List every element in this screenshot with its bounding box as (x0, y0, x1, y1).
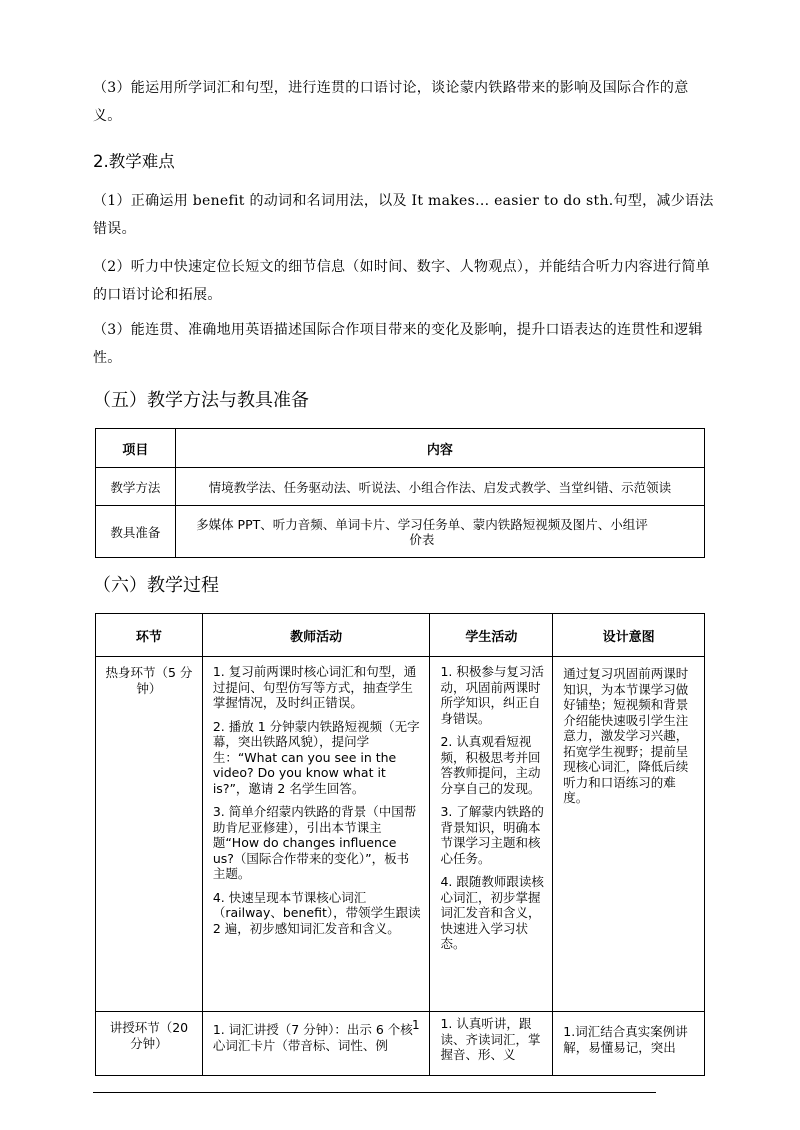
list-item: 4. 快速呈现本节课核心词汇（railway、benefit），带领学生跟读 2 遍，初步感知词汇发音和含义。 (212, 889, 421, 936)
header-student: 学生活动 (430, 614, 553, 657)
table-row (96, 1012, 705, 1076)
page-number: 1 (412, 1018, 420, 1032)
process-table-header (96, 614, 705, 657)
difficulty-heading: 2.教学难点 (93, 152, 175, 171)
row-label: 教学方法 (96, 468, 176, 506)
row-content: 情境教学法、任务驱动法、听说法、小组合作法、启发式教学、当堂纠错、示范领读 (175, 468, 704, 506)
header-item: 项目 (96, 429, 176, 468)
table-row (96, 468, 705, 506)
row-label: 教具准备 (96, 506, 176, 558)
student-activities (430, 657, 553, 1012)
teacher-activities: 1. 词汇讲授（7 分钟）：出示 6 个核心词汇卡片（带音标、词性、例 (202, 1012, 430, 1076)
process-table (95, 613, 705, 1076)
footer-divider (93, 1092, 656, 1093)
methods-table-header (96, 429, 705, 468)
row-content: 多媒体 PPT、听力音频、单词卡片、学习任务单、蒙内铁路短视频及图片、小组评价表 (175, 506, 704, 558)
student-activities: 1. 认真听讲，跟读、齐读词汇，掌握音、形、义 (430, 1012, 553, 1076)
list-item: 4. 跟随教师跟读核心词汇，初步掌握词汇发音和含义，快速进入学习状态。 (440, 874, 544, 951)
methods-table (95, 428, 705, 558)
objective-paragraph-3: （3）能运用所学词汇和句型，进行连贯的口语讨论，谈论蒙内铁路带来的影响及国际合作的意义。 (93, 80, 689, 124)
header-content: 内容 (175, 429, 704, 468)
table-row (96, 506, 705, 558)
difficulty-paragraph-2: （2）听力中快速定位长短文的细节信息（如时间、数字、人物观点），并能结合听力内容进行简单的口语讨论和拓展。 (93, 259, 711, 303)
list-item: 1. 积极参与复习活动，巩固前两课时所学知识，纠正自身错误。 (440, 664, 544, 726)
header-stage: 环节 (96, 614, 203, 657)
list-item: 2. 认真观看短视频，积极思考并回答教师提问，主动分享自己的发现。 (440, 734, 541, 796)
difficulty-paragraph-1: （1）正确运用 benefit 的动词和名词用法，以及 It makes... easier to do sth.句型，减少语法错误。 (93, 193, 714, 237)
header-teacher: 教师活动 (202, 614, 430, 657)
teacher-activities (202, 657, 430, 1012)
difficulty-paragraph-3: （3）能连贯、准确地用英语描述国际合作项目带来的变化及影响，提升口语表达的连贯性和逻辑性。 (93, 322, 703, 366)
header-design: 设计意图 (553, 614, 705, 657)
section-6-title: （六）教学过程 (93, 575, 219, 596)
table-row (96, 657, 705, 1012)
stage-teaching: 讲授环节（20 分钟） (96, 1012, 203, 1076)
list-item: 3. 简单介绍蒙内铁路的背景（中国帮助肯尼亚修建），引出本节课主题“How do changes influence us?（国际合作带来的变化）”，板书主题。 (212, 804, 417, 881)
list-item: 3. 了解蒙内铁路的背景知识，明确本节课学习主题和核心任务。 (440, 804, 544, 866)
section-5-title: （五）教学方法与教具准备 (93, 390, 309, 411)
design-intent: 1.词汇结合真实案例讲解，易懂易记，突出 (553, 1012, 705, 1076)
list-item: 1. 复习前两课时核心词汇和句型，通过提问、句型仿写等方式，抽查学生掌握情况，及时纠正错误。 (212, 664, 417, 710)
stage-warmup: 热身环节（5 分钟） (96, 657, 203, 1012)
list-item: 2. 播放 1 分钟蒙内铁路短视频（无字幕，突出铁路风貌），提问学生：“What can you see in the video? Do you know what it is?”，邀请 2 名学生回答。 (212, 718, 420, 796)
design-intent: 通过复习巩固前两课时知识，为本节课学习做好铺垫；短视频和背景介绍能快速吸引学生注意力，激发学习兴趣，拓宽学生视野；提前呈现核心词汇，降低后续听力和口语练习的难度。 (553, 657, 705, 1012)
